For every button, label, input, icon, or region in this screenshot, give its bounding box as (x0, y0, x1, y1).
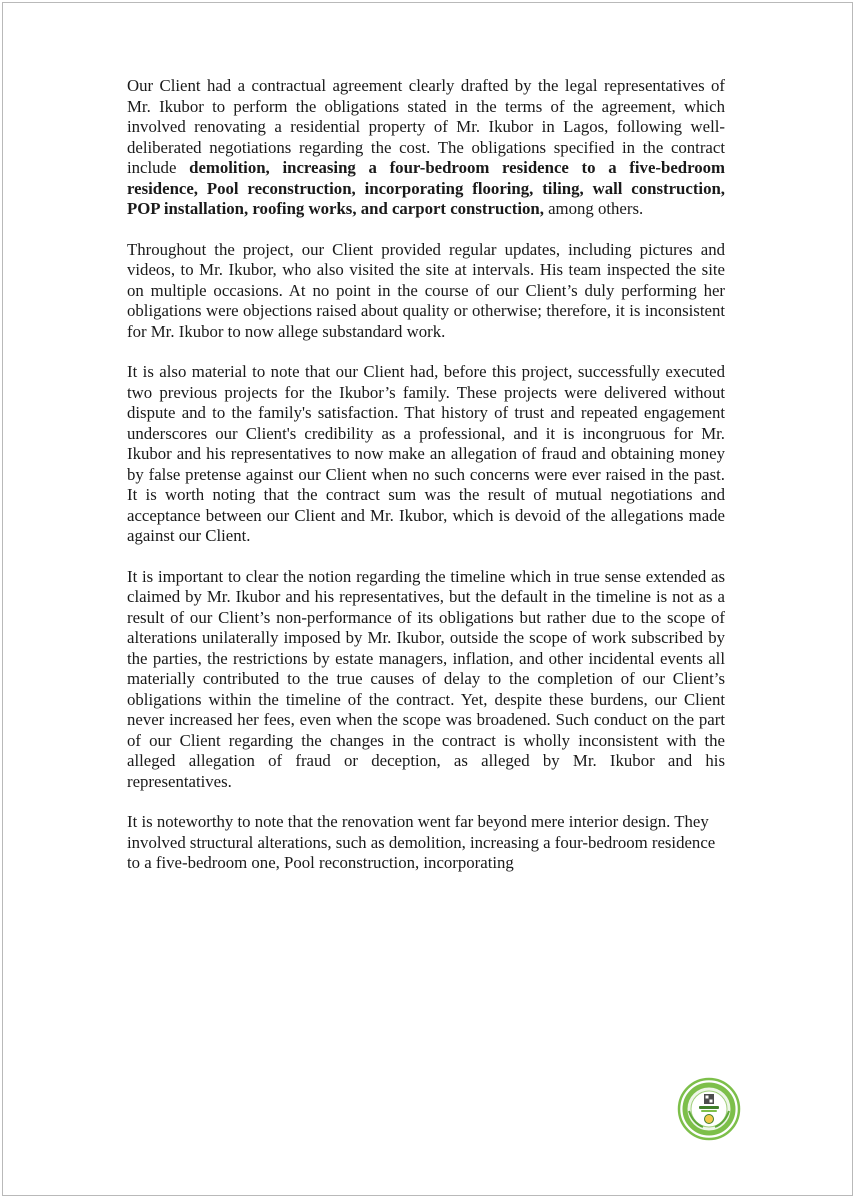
paragraph-previous-projects: It is also material to note that our Client had, before this project, successfully executed two previous projects for the Ikubor’s family. These projects were delivered without dispute and to the family's satisfaction. That history of trust and repeated engagement underscores our Client's credibility as a professional, and it is incongruous for Mr. Ikubor and his representatives to now make an allegation of fraud and obtaining money by false pretense against our Client when no such concerns were ever raised in the past. It is worth noting that the contract sum was the result of mutual negotiations and acceptance between our Client and Mr. Ikubor, which is devoid of the allegations made against our Client. (127, 362, 725, 545)
paragraph-project-updates: Throughout the project, our Client provided regular updates, including pictures and videos, to Mr. Ikubor, who also visited the site at intervals. His team inspected the site on multiple occasions. At no point in the course of our Client’s duly performing her obligations were objections raised about quality or otherwise; therefore, it is inconsistent for Mr. Ikubor to now allege substandard work. (127, 239, 725, 341)
association-seal-icon (677, 1077, 741, 1141)
paragraph-renovation-scope: It is noteworthy to note that the renovation went far beyond mere interior design. They involved structural alterations, such as demolition, increasing a four-bedroom residence to a five-bedroom one, Pool reconstruction, incorporating (127, 812, 716, 872)
paragraph-text-end: among others. (543, 199, 644, 218)
paragraph-contract-scope (127, 76, 725, 220)
paragraph-text: Our Client had a contractual agreement clearly drafted by the legal representatives of Mr. Ikubor to perform the obligations stated in the terms of the agreement, which involved renovating a residential property of Mr. Ikubor in Lagos, following well-deliberated negotiations regarding the cost. The obligations specified in the contract include (127, 76, 725, 177)
document-body (127, 76, 725, 894)
scope-of-work-bold: demolition, increasing a four-bedroom residence to a five-bedroom residence, Pool reconstruction, incorporating flooring, tiling, wall construction, POP installation, roofing works, and carport construction, (127, 158, 726, 218)
paragraph-timeline: It is important to clear the notion regarding the timeline which in true sense extended as claimed by Mr. Ikubor and his representatives, but the default in the timeline is not as a result of our Client’s non-performance of its obligations but rather due to the scope of alterations unilaterally imposed by Mr. Ikubor, outside the scope of work subscribed by the parties, the restrictions by estate managers, inflation, and other incidental events all materially contributed to the true causes of delay to the completion of our Client’s obligations within the timeline of the contract. Yet, despite these burdens, our Client never increased her fees, even when the scope was broadened. Such conduct on the part of our Client regarding the changes in the contract is wholly inconsistent with the alleged allegation of fraud or deception, as alleged by Mr. Ikubor and his representatives. (127, 566, 725, 791)
document-page (2, 2, 853, 1196)
